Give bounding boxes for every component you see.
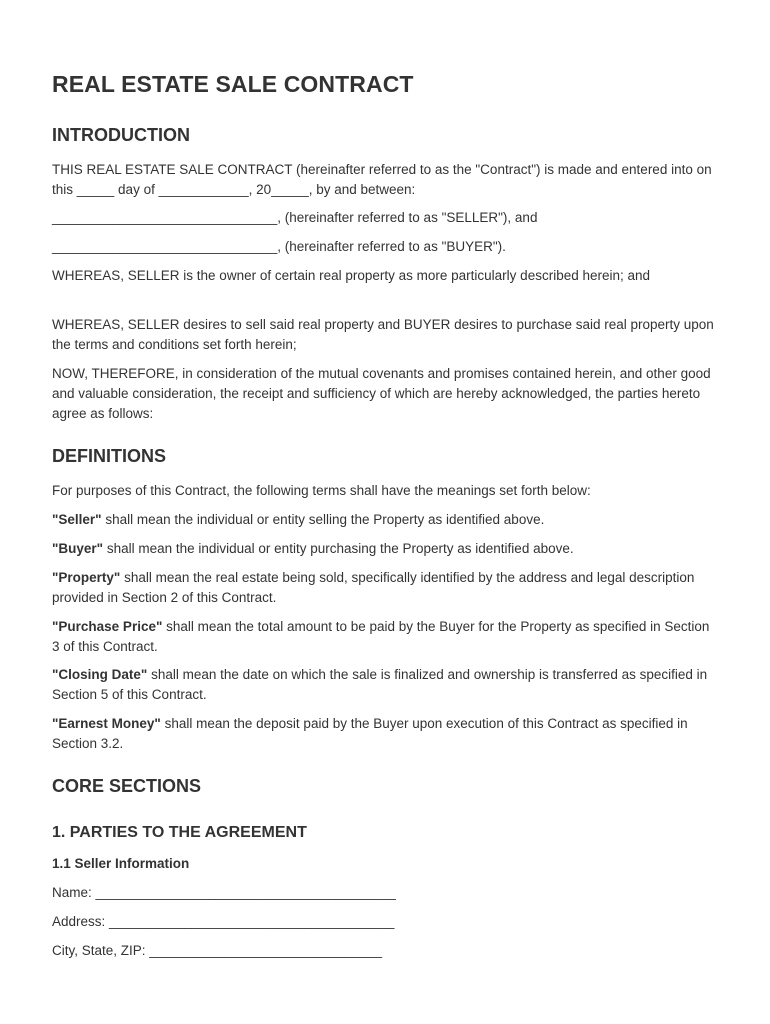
definition-term: "Seller"	[52, 512, 102, 527]
subsection-1-1-heading: 1.1 Seller Information	[52, 856, 190, 871]
definition-item	[52, 568, 720, 608]
definition-term: "Buyer"	[52, 541, 104, 556]
definition-text: shall mean the date on which the sale is finalized and ownership is transferred as specified in Section 5 of this Contract.	[52, 667, 708, 702]
definitions-heading: DEFINITIONS	[52, 446, 167, 466]
definition-text: shall mean the deposit paid by the Buyer upon execution of this Contract as specified in Section 3.2.	[52, 716, 688, 751]
definition-term: "Purchase Price"	[52, 619, 163, 634]
definition-item	[52, 510, 720, 530]
definition-item	[52, 617, 720, 657]
therefore-paragraph: NOW, THEREFORE, in consideration of the mutual covenants and promises contained herein, and other good and valuable consideration, the receipt and sufficiency of which are hereby acknowledged, the parties hereto agree as follows:	[52, 366, 711, 421]
definition-text: shall mean the individual or entity purchasing the Property as identified above.	[103, 541, 574, 556]
definition-term: "Earnest Money"	[52, 716, 161, 731]
whereas-paragraph-1: WHEREAS, SELLER is the owner of certain real property as more particularly described herein; and	[52, 268, 651, 283]
seller-city-line: City, State, ZIP: _______________________________	[52, 943, 383, 958]
definition-item	[52, 539, 720, 559]
definition-term: "Property"	[52, 570, 121, 585]
buyer-line: ______________________________, (hereinafter referred to as "BUYER").	[52, 239, 506, 254]
intro-paragraph: THIS REAL ESTATE SALE CONTRACT (hereinafter referred to as the "Contract") is made and entered into on this _____ day of ____________, 20_____, by and between:	[52, 162, 712, 197]
definition-text: shall mean the individual or entity selling the Property as identified above.	[101, 512, 545, 527]
definition-term: "Closing Date"	[52, 667, 148, 682]
definition-text: shall mean the real estate being sold, specifically identified by the address and legal description provided in Section 2 of this Contract.	[52, 570, 695, 605]
definition-item	[52, 665, 720, 705]
whereas-paragraph-2: WHEREAS, SELLER desires to sell said real property and BUYER desires to purchase said real property upon the terms and conditions set forth herein;	[52, 317, 714, 352]
seller-address-line: Address: ______________________________________	[52, 914, 395, 929]
introduction-heading: INTRODUCTION	[52, 125, 190, 145]
definitions-intro: For purposes of this Contract, the following terms shall have the meanings set forth below:	[52, 483, 591, 498]
definition-item	[52, 714, 720, 754]
core-sections-heading: CORE SECTIONS	[52, 776, 202, 796]
section-1-heading: 1. PARTIES TO THE AGREEMENT	[52, 824, 307, 841]
seller-name-line: Name: ________________________________________	[52, 885, 396, 900]
definition-text: shall mean the total amount to be paid by the Buyer for the Property as specified in Section 3 of this Contract.	[52, 619, 710, 654]
seller-line: ______________________________, (hereinafter referred to as "SELLER"), and	[52, 210, 538, 225]
document-title: REAL ESTATE SALE CONTRACT	[52, 71, 414, 97]
